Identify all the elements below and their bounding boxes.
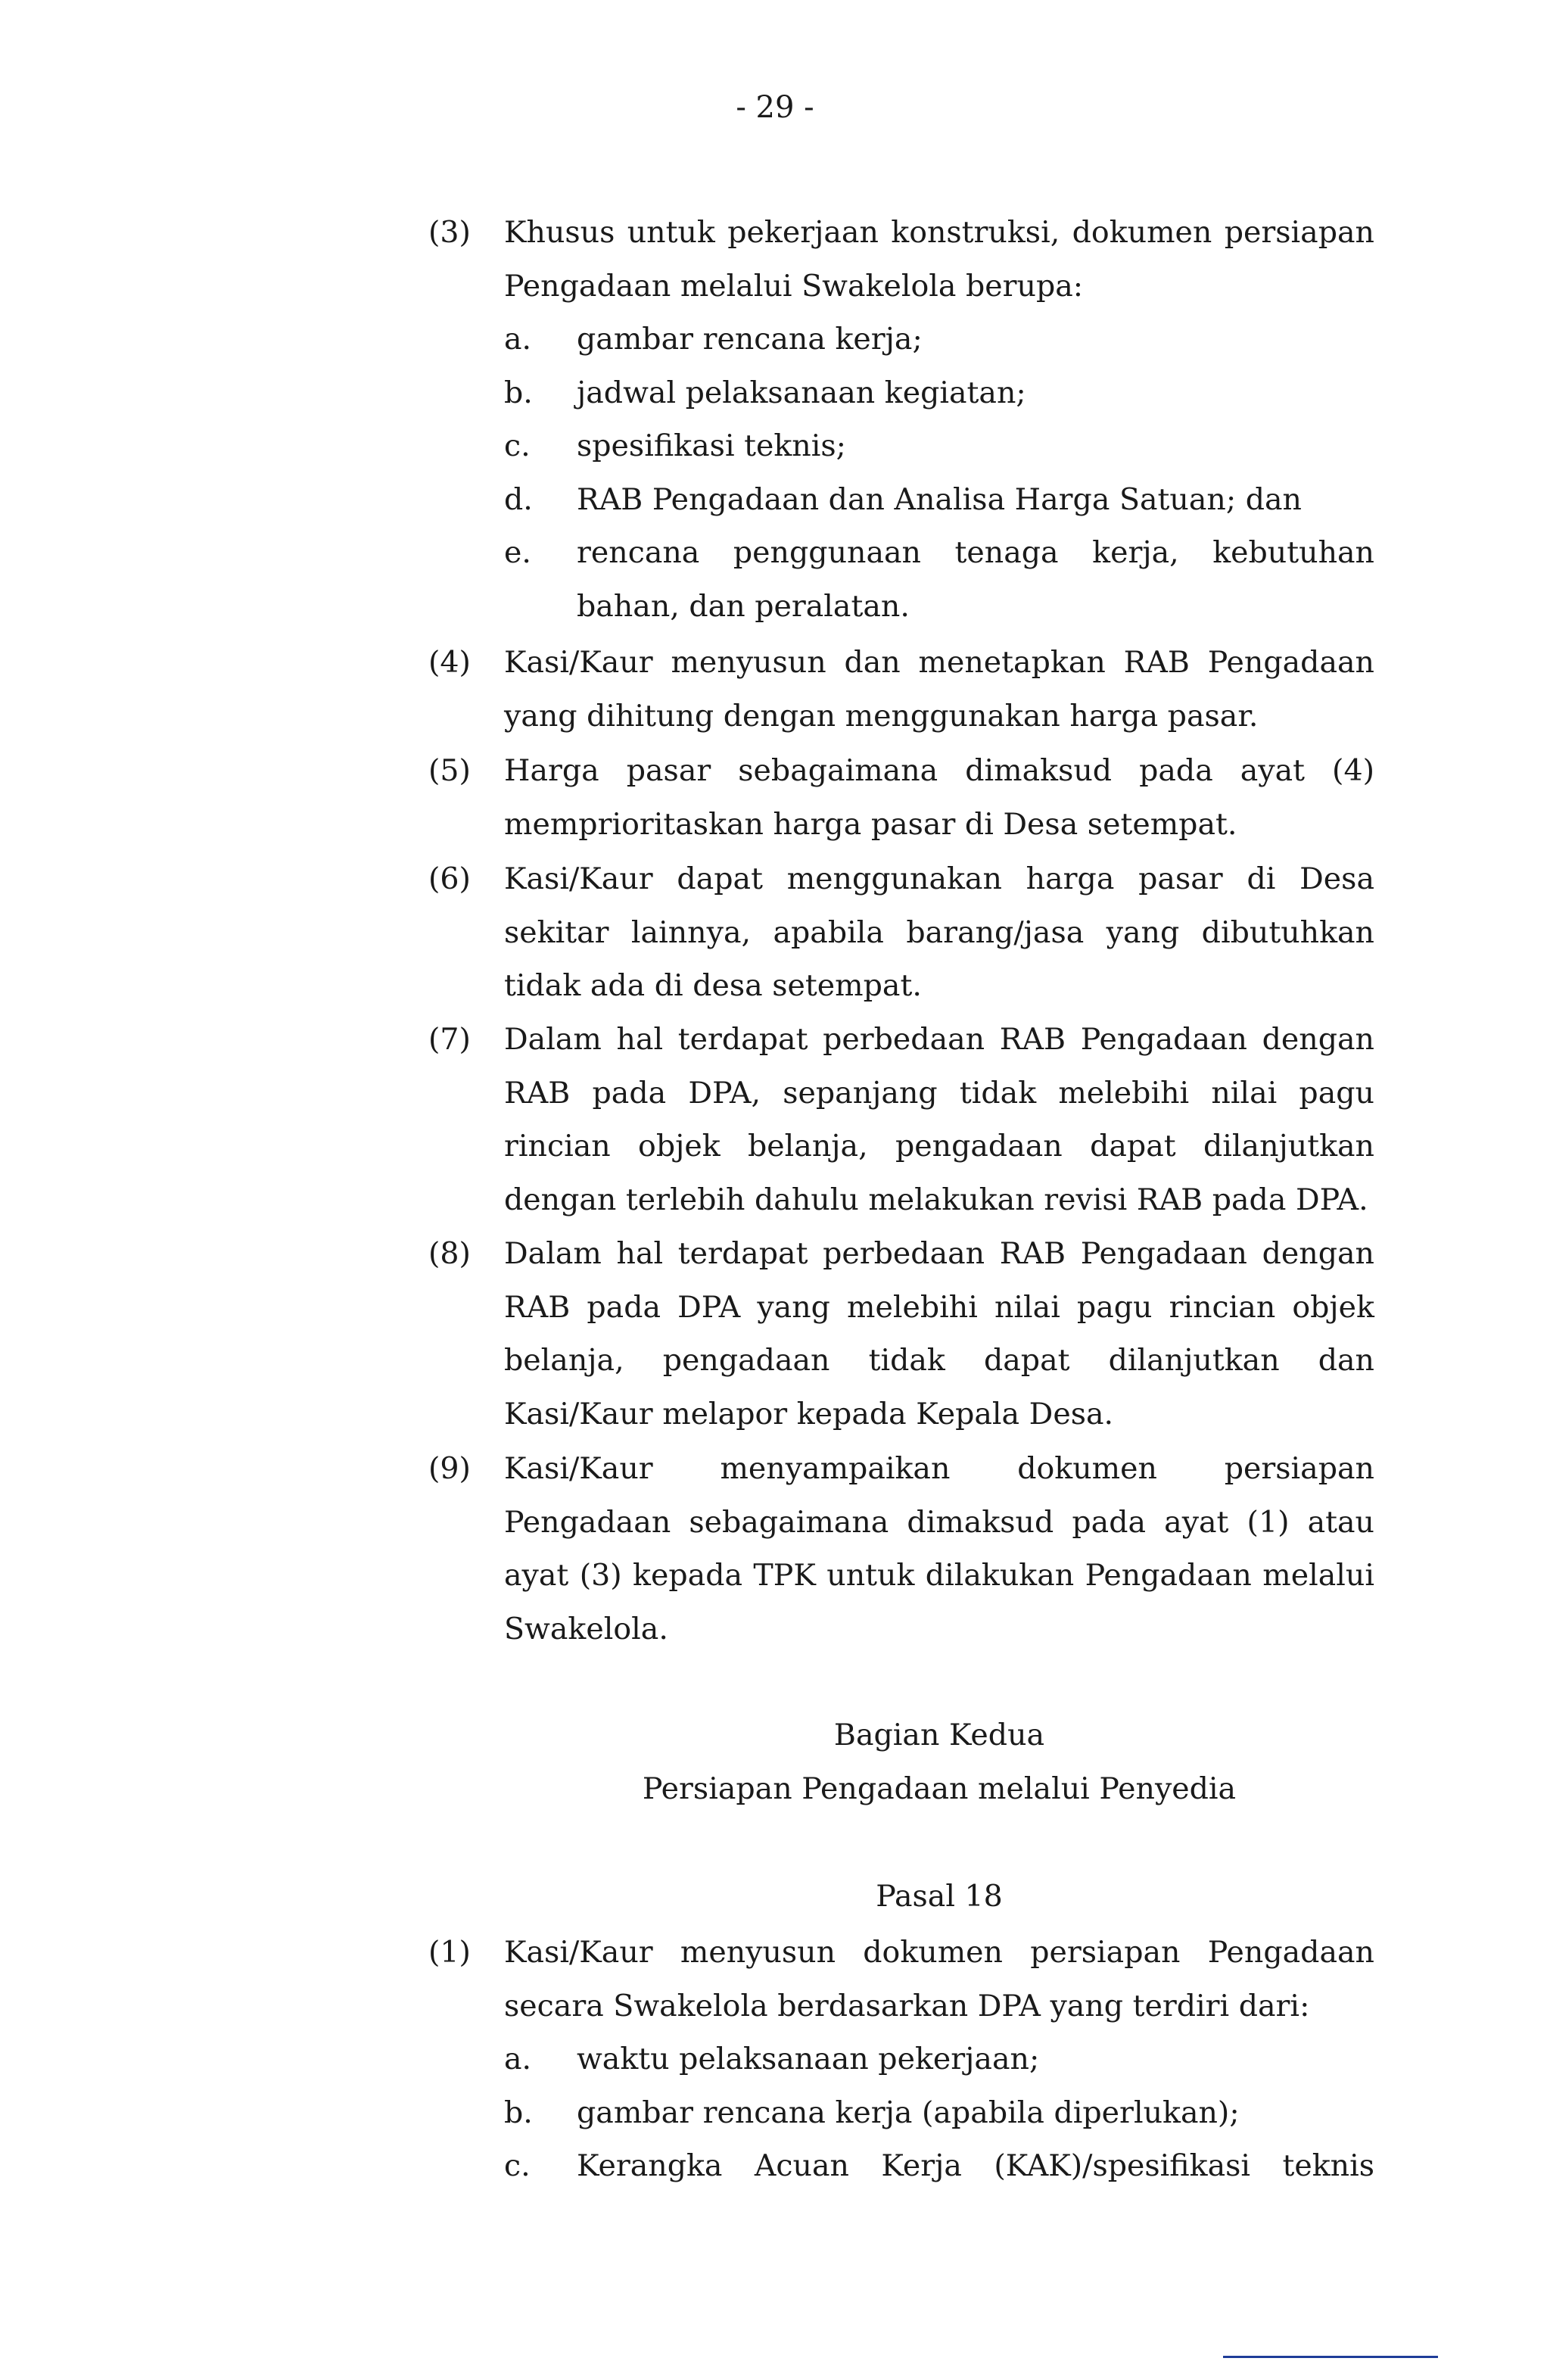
paragraph-number: (9): [428, 1451, 471, 1486]
list-item: [504, 313, 1374, 366]
list-item-text: Kerangka Acuan Kerja (KAK)/spesifikasi teknis: [577, 2148, 1374, 2183]
paragraph-text: Dalam hal terdapat perbedaan RAB Pengadaan dengan RAB pada DPA, sepanjang tidak melebihi nilai pagu rincian objek belanja, pengadaan dapat dilanjutkan dengan terlebih dahulu melakukan revisi RAB pada DPA.: [504, 1022, 1374, 1217]
paragraph-text: Kasi/Kaur menyusun dokumen persiapan Pengadaan secara Swakelola berdasarkan DPA yang terdiri dari:: [504, 1935, 1374, 2023]
list-item-text: spesifikasi teknis;: [577, 428, 846, 463]
paragraph-4: [428, 636, 1374, 743]
section-subheading: Persiapan Pengadaan melalui Penyedia: [642, 1771, 1237, 1806]
list-item: [504, 419, 1374, 473]
list-item: [504, 2139, 1374, 2193]
list-item-letter: d.: [504, 481, 533, 517]
paragraph-number: (4): [428, 645, 471, 680]
paragraph-8: [428, 1227, 1374, 1441]
list-item: [504, 366, 1374, 420]
list-item-letter: b.: [504, 375, 533, 410]
article-paragraph-1: [428, 1926, 1374, 2033]
list-item: [504, 2086, 1374, 2140]
paragraph-text: Khusus untuk pekerjaan konstruksi, dokumen persiapan Pengadaan melalui Swakelola berupa:: [504, 215, 1374, 304]
paragraph-9: [428, 1442, 1374, 1656]
sublist-article-1: [504, 2033, 1374, 2193]
list-item-letter: c.: [504, 2148, 531, 2183]
paragraph-text: Kasi/Kaur dapat menggunakan harga pasar di Desa sekitar lainnya, apabila barang/jasa yang dibutuhkan tidak ada di desa setempat.: [504, 861, 1374, 1003]
paragraph-number: (7): [428, 1022, 471, 1057]
section-heading: Bagian Kedua: [833, 1718, 1045, 1752]
paragraph-number: (3): [428, 215, 471, 250]
paragraph-5: [428, 744, 1374, 851]
list-item-text: rencana penggunaan tenaga kerja, kebutuhan bahan, dan peralatan.: [577, 535, 1374, 624]
list-item-text: RAB Pengadaan dan Analisa Harga Satuan; dan: [577, 481, 1302, 517]
paragraph-3: [428, 206, 1374, 313]
paragraph-text: Kasi/Kaur menyampaikan dokumen persiapan Pengadaan sebagaimana dimaksud pada ayat (1) atau ayat (3) kepada TPK untuk dilakukan Pengadaan melalui Swakelola.: [504, 1451, 1374, 1646]
sublist-3: [504, 313, 1374, 633]
list-item-text: jadwal pelaksanaan kegiatan;: [577, 375, 1026, 410]
paragraph-7: [428, 1013, 1374, 1226]
paragraph-number: (6): [428, 861, 471, 896]
list-item: [504, 473, 1374, 527]
paragraph-text: Kasi/Kaur menyusun dan menetapkan RAB Pengadaan yang dihitung dengan menggunakan harga pasar.: [504, 645, 1374, 734]
paragraph-number: (1): [428, 1935, 471, 1970]
list-item-text: gambar rencana kerja;: [577, 322, 923, 357]
footer-rule: [1223, 2356, 1438, 2358]
list-item-letter: a.: [504, 2042, 532, 2076]
list-item-letter: c.: [504, 428, 531, 463]
page-number: - 29 -: [736, 90, 814, 125]
paragraph-text: Harga pasar sebagaimana dimaksud pada ayat (4) memprioritaskan harga pasar di Desa setempat.: [504, 753, 1374, 842]
list-item-letter: b.: [504, 2095, 533, 2130]
paragraph-number: (5): [428, 753, 471, 788]
list-item-letter: e.: [504, 535, 531, 570]
list-item-letter: a.: [504, 322, 532, 357]
paragraph-number: (8): [428, 1236, 471, 1271]
paragraph-text: Dalam hal terdapat perbedaan RAB Pengadaan dengan RAB pada DPA yang melebihi nilai pagu rincian objek belanja, pengadaan tidak dapat dilanjutkan dan Kasi/Kaur melapor kepada Kepala Desa.: [504, 1236, 1374, 1431]
list-item: [504, 2033, 1374, 2086]
list-item-text: gambar rencana kerja (apabila diperlukan);: [577, 2095, 1240, 2130]
list-item-text: waktu pelaksanaan pekerjaan;: [577, 2042, 1040, 2076]
list-item: [504, 526, 1374, 633]
article-heading: Pasal 18: [876, 1879, 1003, 1914]
paragraph-6: [428, 852, 1374, 1013]
